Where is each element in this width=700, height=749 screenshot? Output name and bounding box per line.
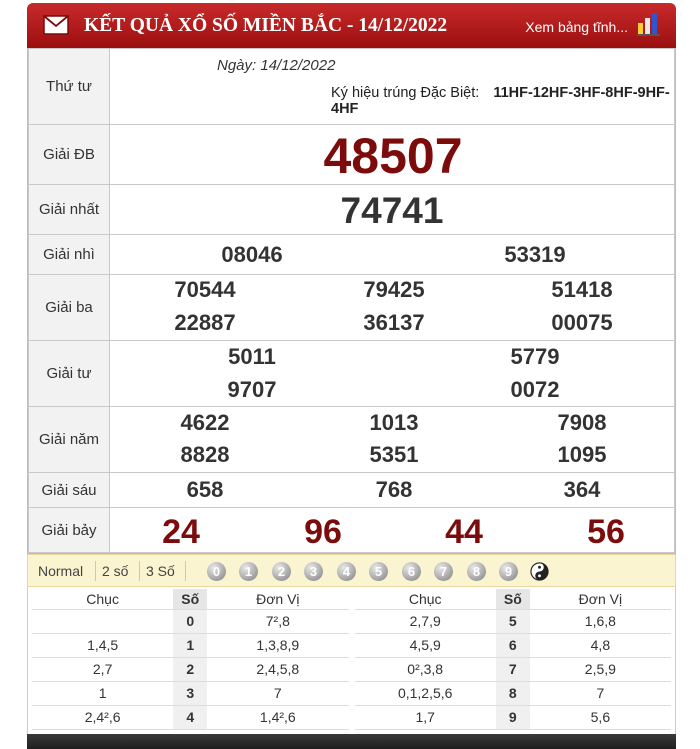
header-digit: Số — [496, 589, 530, 609]
prize-label-g7: Giải bảy — [29, 508, 110, 553]
seventh-prize-number: 24 — [162, 513, 200, 551]
header-tens: Chục — [32, 589, 173, 609]
special-code: 11HF-12HF-3HF-8HF-9HF-4HF — [331, 85, 670, 117]
table-row: 2,7 2 2,4,5,8 — [32, 657, 349, 681]
fourth-prize-number: 5779 — [510, 344, 560, 369]
digit-ball-9[interactable]: 9 — [499, 562, 518, 581]
table-row: 1 3 7 — [32, 681, 349, 705]
loto-table-left — [32, 589, 349, 730]
fourth-prize-number: 9707 — [227, 377, 277, 402]
footer-bar — [27, 734, 676, 749]
fifth-prize-number: 1095 — [557, 442, 607, 467]
weekday-label: Thứ tư — [29, 49, 110, 125]
digit-ball-8[interactable]: 8 — [467, 562, 486, 581]
results-table — [28, 48, 675, 553]
seventh-prize-number: 56 — [587, 513, 625, 551]
fifth-prize-number: 4622 — [180, 410, 230, 435]
prize-label-g5: Giải năm — [29, 407, 110, 473]
special-code-label: Ký hiệu trúng Đặc Biệt: — [331, 85, 480, 101]
table-row: 1,7 9 5,6 — [355, 705, 672, 729]
table-row: 0 7²,8 — [32, 609, 349, 633]
table-row: 4,5,9 6 4,8 — [355, 633, 672, 657]
third-prize-number: 79425 — [363, 277, 425, 302]
sixth-prize-number: 658 — [186, 477, 224, 502]
results-widget — [27, 3, 676, 749]
digit-ball-2[interactable]: 2 — [272, 562, 291, 581]
third-prize-number: 22887 — [174, 310, 236, 335]
digit-ball-7[interactable]: 7 — [434, 562, 453, 581]
table-row: 2,7,9 5 1,6,8 — [355, 609, 672, 633]
prize-label-g3: Giải ba — [29, 275, 110, 341]
sixth-prize-number: 364 — [563, 477, 601, 502]
draw-date: Ngày: 14/12/2022 — [217, 57, 336, 74]
third-prize-number: 51418 — [551, 277, 613, 302]
header-bar — [27, 3, 676, 48]
digit-ball-1[interactable]: 1 — [239, 562, 258, 581]
third-prize-number: 36137 — [363, 310, 425, 335]
third-prize-number: 00075 — [551, 310, 613, 335]
prize-label-db: Giải ĐB — [29, 125, 110, 185]
header-digit: Số — [173, 589, 207, 609]
table-row: 0²,3,8 7 2,5,9 — [355, 657, 672, 681]
fifth-prize-number: 1013 — [369, 410, 419, 435]
seventh-prize-number: 96 — [304, 513, 342, 551]
filter-normal[interactable]: Normal — [38, 563, 84, 579]
digit-ball-4[interactable]: 4 — [337, 562, 356, 581]
sixth-prize-number: 768 — [375, 477, 413, 502]
header-units: Đơn Vị — [207, 589, 348, 609]
special-code-line — [331, 85, 674, 117]
page-title: KẾT QUẢ XỔ SỐ MIỀN BẮC - 14/12/2022 — [84, 15, 448, 36]
envelope-icon — [43, 15, 69, 35]
second-prize-number: 53319 — [504, 242, 566, 267]
view-static-table-link[interactable]: Xem bảng tĩnh... — [525, 19, 628, 35]
fifth-prize-number: 7908 — [557, 410, 607, 435]
digit-ball-6[interactable]: 6 — [402, 562, 421, 581]
first-prize-number: 74741 — [340, 190, 444, 231]
prize-label-g4: Giải tư — [29, 341, 110, 407]
loto-tables — [27, 587, 676, 735]
table-row: 2,4²,6 4 1,4²,6 — [32, 705, 349, 729]
table-row: 0,1,2,5,6 8 7 — [355, 681, 672, 705]
loto-table-right — [355, 589, 672, 730]
seventh-prize-number: 44 — [445, 513, 483, 551]
fourth-prize-number: 5011 — [228, 344, 276, 369]
filter-3-digits[interactable]: 3 Số — [146, 563, 175, 579]
header-units: Đơn Vị — [530, 589, 671, 609]
prize-label-g1: Giải nhất — [29, 185, 110, 235]
digit-ball-3[interactable]: 3 — [304, 562, 323, 581]
fourth-prize-number: 0072 — [510, 377, 560, 402]
results-board — [27, 48, 676, 554]
special-prize-number: 48507 — [323, 128, 463, 184]
digit-ball-5[interactable]: 5 — [369, 562, 388, 581]
prize-label-g6: Giải sáu — [29, 473, 110, 508]
header-tens: Chục — [355, 589, 496, 609]
third-prize-number: 70544 — [174, 277, 236, 302]
yin-yang-icon[interactable] — [530, 562, 549, 581]
second-prize-number: 08046 — [221, 242, 283, 267]
digit-ball-0[interactable]: 0 — [207, 562, 226, 581]
filter-bar — [27, 554, 676, 587]
prize-label-g2: Giải nhì — [29, 235, 110, 275]
bar-chart-icon[interactable] — [636, 11, 662, 37]
fifth-prize-number: 8828 — [180, 442, 230, 467]
fifth-prize-number: 5351 — [369, 442, 419, 467]
table-row: 1,4,5 1 1,3,8,9 — [32, 633, 349, 657]
filter-2-digits[interactable]: 2 số — [102, 563, 129, 579]
